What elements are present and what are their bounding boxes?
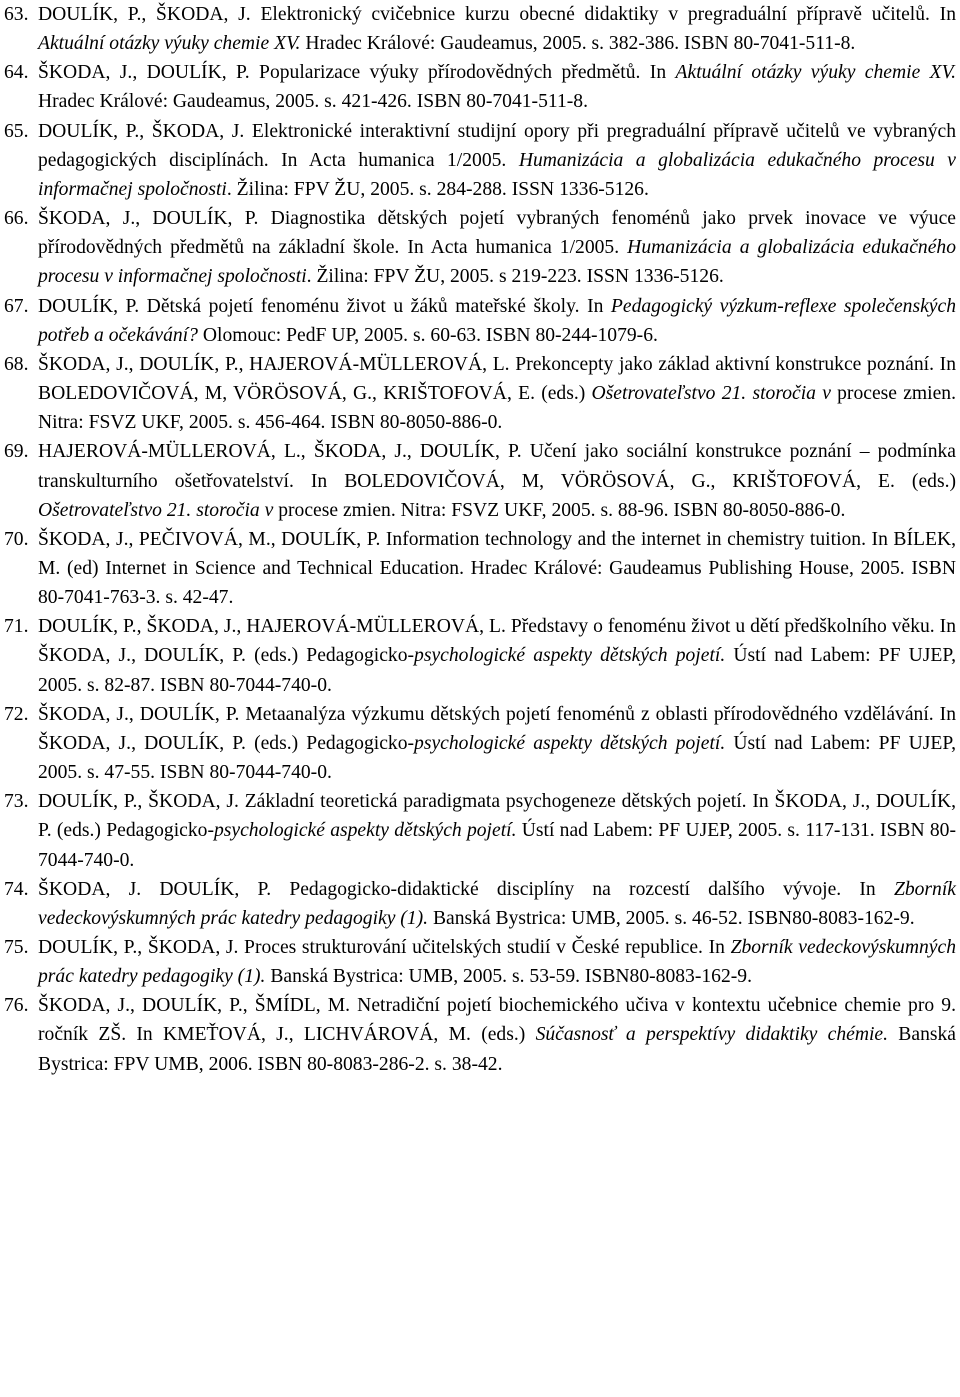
reference-text: DOULÍK, P., ŠKODA, J. Elektronický cvičebnice kurzu obecné didaktiky v pregraduální přípravě učitelů. In Aktuální otázky výuky chemie XV. Hradec Králové: Gaudeamus, 2005. s. 382-386. ISBN 80-7041-511-8. <box>38 4 956 55</box>
reference-number: 64. <box>4 62 29 84</box>
reference-item <box>4 787 956 874</box>
reference-number: 73. <box>4 791 29 813</box>
reference-text: ŠKODA, J. DOULÍK, P. Pedagogicko-didaktické disciplíny na rozcestí dalšího vývoje. In Zborník vedeckovýskumných prác katedry pedagogiky (1). Banská Bystrica: UMB, 2005. s. 46-52. ISBN80-8083-162-9. <box>38 878 956 929</box>
reference-number: 68. <box>4 353 29 375</box>
reference-text: DOULÍK, P. Dětská pojetí fenoménu život u žáků mateřské školy. In Pedagogický výzkum-reflexe společenských potřeb a očekávání? Olomouc: PedF UP, 2005. s. 60-63. ISBN 80-244-1079-6. <box>38 295 956 346</box>
reference-list <box>4 0 956 1079</box>
reference-number: 75. <box>4 937 29 958</box>
reference-item <box>4 350 956 437</box>
reference-number: 74. <box>4 878 29 900</box>
reference-item <box>4 875 956 933</box>
reference-number: 65. <box>4 120 29 142</box>
reference-number: 72. <box>4 703 29 725</box>
reference-text: HAJEROVÁ-MÜLLEROVÁ, L., ŠKODA, J., DOULÍK, P. Učení jako sociální konstrukce poznání – podmínka transkulturního ošetřovatelství. In BOLEDOVIČOVÁ, M, VÖRÖSOVÁ, G., KRIŠTOFOVÁ, E. (eds.) Ošetrovateľstvo 21. storočia v procese zmien. Nitra: FSVZ UKF, 2005. s. 88-96. ISBN 80-8050-886-0. <box>38 441 956 521</box>
reference-number: 63. <box>4 4 29 25</box>
reference-item <box>4 204 956 291</box>
reference-number: 71. <box>4 616 29 638</box>
reference-text: DOULÍK, P., ŠKODA, J. Základní teoretická paradigmata psychogeneze dětských pojetí. In ŠKODA, J., DOULÍK, P. (eds.) Pedagogicko-psychologické aspekty dětských pojetí. Ústí nad Labem: PF UJEP, 2005. s. 117-131. ISBN 80-7044-740-0. <box>38 791 956 871</box>
reference-item <box>4 525 956 612</box>
reference-number: 70. <box>4 528 29 550</box>
reference-item <box>4 58 956 116</box>
reference-text: ŠKODA, J., DOULÍK, P., HAJEROVÁ-MÜLLEROVÁ, L. Prekoncepty jako základ aktivní konstrukce poznání. In BOLEDOVIČOVÁ, M, VÖRÖSOVÁ, G., KRIŠTOFOVÁ, E. (eds.) Ošetrovateľstvo 21. storočia v procese zmien. Nitra: FSVZ UKF, 2005. s. 456-464. ISBN 80-8050-886-0. <box>38 353 956 434</box>
reference-text: DOULÍK, P., ŠKODA, J., HAJEROVÁ-MÜLLEROVÁ, L. Představy o fenoménu život u dětí předškolního věku. In ŠKODA, J., DOULÍK, P. (eds.) Pedagogicko-psychologické aspekty dětských pojetí. Ústí nad Labem: PF UJEP, 2005. s. 82-87. ISBN 80-7044-740-0. <box>38 616 956 696</box>
reference-item <box>4 292 956 350</box>
reference-number: 67. <box>4 295 29 317</box>
reference-text: ŠKODA, J., DOULÍK, P. Metaanalýza výzkumu dětských pojetí fenoménů z oblasti přírodovědného vzdělávání. In ŠKODA, J., DOULÍK, P. (eds.) Pedagogicko-psychologické aspekty dětských pojetí. Ústí nad Labem: PF UJEP, 2005. s. 47-55. ISBN 80-7044-740-0. <box>38 703 956 784</box>
reference-text: ŠKODA, J., DOULÍK, P. Diagnostika dětských pojetí vybraných fenoménů jako prvek inovace ve výuce přírodovědných předmětů na základní škole. In Acta humanica 1/2005. Humanizácia a globalizácia edukačného procesu v informačnej spoločnosti. Žilina: FPV ŽU, 2005. s 219-223. ISSN 1336-5126. <box>38 208 956 288</box>
reference-item <box>4 991 956 1078</box>
reference-item <box>4 117 956 204</box>
reference-text: DOULÍK, P., ŠKODA, J. Proces strukturování učitelských studií v České republice. In Zborník vedeckovýskumných prác katedry pedagogiky (1). Banská Bystrica: UMB, 2005. s. 53-59. ISBN80-8083-162-9. <box>38 937 956 988</box>
reference-text: ŠKODA, J., DOULÍK, P., ŠMÍDL, M. Netradiční pojetí biochemického učiva v kontextu učebnice chemie pro 9. ročník ZŠ. In KMEŤOVÁ, J., LICHVÁROVÁ, M. (eds.) Súčasnosť a perspektívy didaktiky chémie. Banská Bystrica: FPV UMB, 2006. ISBN 80-8083-286-2. s. 38-42. <box>38 995 956 1075</box>
reference-text: DOULÍK, P., ŠKODA, J. Elektronické interaktivní studijní opory při pregraduální přípravě učitelů ve vybraných pedagogických disciplínách. In Acta humanica 1/2005. Humanizácia a globalizácia edukačného procesu v informačnej spoločnosti. Žilina: FPV ŽU, 2005. s. 284-288. ISSN 1336-5126. <box>38 120 957 200</box>
reference-item <box>4 700 956 787</box>
reference-item <box>4 0 956 58</box>
reference-number: 76. <box>4 995 29 1017</box>
reference-item <box>4 933 956 991</box>
reference-number: 69. <box>4 441 29 463</box>
reference-text: ŠKODA, J., PEČIVOVÁ, M., DOULÍK, P. Information technology and the internet in chemistry tuition. In BÍLEK, M. (ed) Internet in Science and Technical Education. Hradec Králové: Gaudeamus Publishing House, 2005. ISBN 80-7041-763-3. s. 42-47. <box>38 528 956 609</box>
reference-number: 66. <box>4 208 29 230</box>
reference-text: ŠKODA, J., DOULÍK, P. Popularizace výuky přírodovědných předmětů. In Aktuální otázky výuky chemie XV. Hradec Králové: Gaudeamus, 2005. s. 421-426. ISBN 80-7041-511-8. <box>38 62 956 113</box>
reference-item <box>4 437 956 524</box>
reference-item <box>4 612 956 699</box>
